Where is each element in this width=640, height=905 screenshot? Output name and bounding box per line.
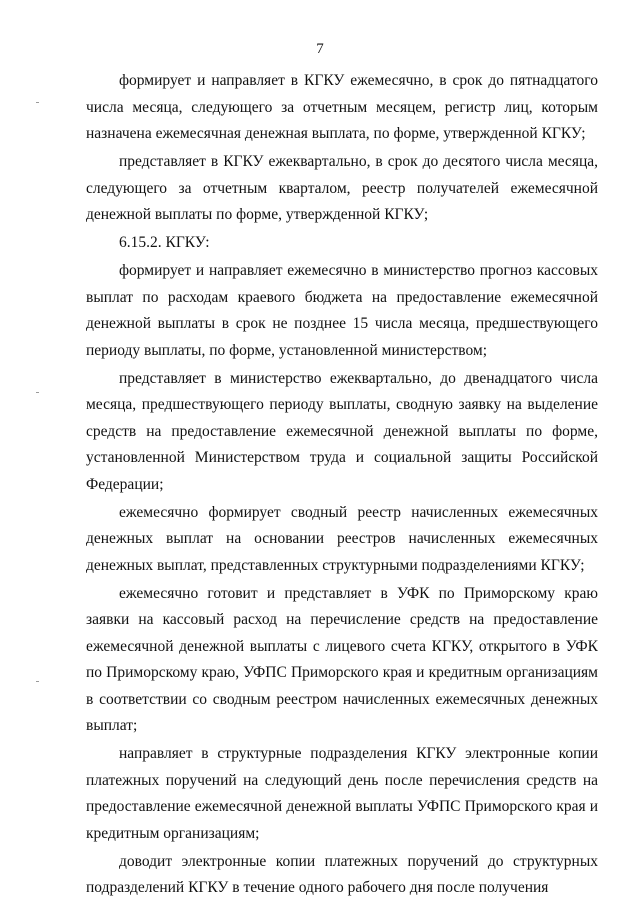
margin-speck: [36, 392, 39, 393]
document-body: [86, 68, 598, 903]
paragraph-consolidated-registry: ежемесячно формирует сводный реестр начисленных ежемесячных денежных выплат на основании реестров начисленных ежемесячных денежных выплат, представленных структурными подразделениями КГКУ;: [86, 503, 598, 574]
paragraph-delivery-copies: доводит электронные копии платежных поручений до структурных подразделений КГКУ в течение одного рабочего дня после получения: [86, 852, 598, 896]
paragraph-quarterly-registry: представляет в КГКУ ежеквартально, в срок до десятого числа месяца, следующего за отчетным кварталом, реестр получателей ежемесячной денежной выплаты по форме, утвержденной КГКУ;: [86, 153, 598, 223]
margin-speck: [36, 681, 39, 682]
paragraph-ufk-requests: ежемесячно готовит и представляет в УФК по Приморскому краю заявки на кассовый расход на перечисление средств на предоставление ежемесячной денежной выплаты с лицевого счета КГКУ, открытого в УФК по Приморскому краю, УФПС Приморского края и кредитным организациям в соответствии со сводным реестром начисленных ежемесячных денежных выплат;: [86, 584, 598, 734]
page-number: 7: [316, 41, 324, 57]
section-heading-6-15-2: 6.15.2. КГКУ:: [119, 234, 210, 251]
paragraph-payment-copies: направляет в структурные подразделения КГКУ электронные копии платежных поручений на следующий день после перечисления средств на предоставление ежемесячной денежной выплаты УФПС Приморского края и кредитным организациям;: [86, 745, 598, 842]
paragraph-cash-forecast: формирует и направляет ежемесячно в министерство прогноз кассовых выплат по расходам краевого бюджета на предоставление ежемесячной денежной выплаты в срок не позднее 15 числа месяца, предшествующего периоду выплаты, по форме, установленной министерством;: [86, 262, 598, 359]
paragraph-register-submission: формирует и направляет в КГКУ ежемесячно, в срок до пятнадцатого числа месяца, следующего за отчетным месяцем, регистр лиц, которым назначена ежемесячная денежная выплата, по форме, утвержденной КГКУ;: [86, 72, 598, 142]
margin-speck: [36, 102, 39, 103]
paragraph-consolidated-request: представляет в министерство ежеквартально, до двенадцатого числа месяца, предшествующего периоду выплаты, сводную заявку на выделение средств на предоставление ежемесячной денежной выплаты по форме, установленной Министерством труда и социальной защиты Российской Федерации;: [86, 369, 598, 493]
